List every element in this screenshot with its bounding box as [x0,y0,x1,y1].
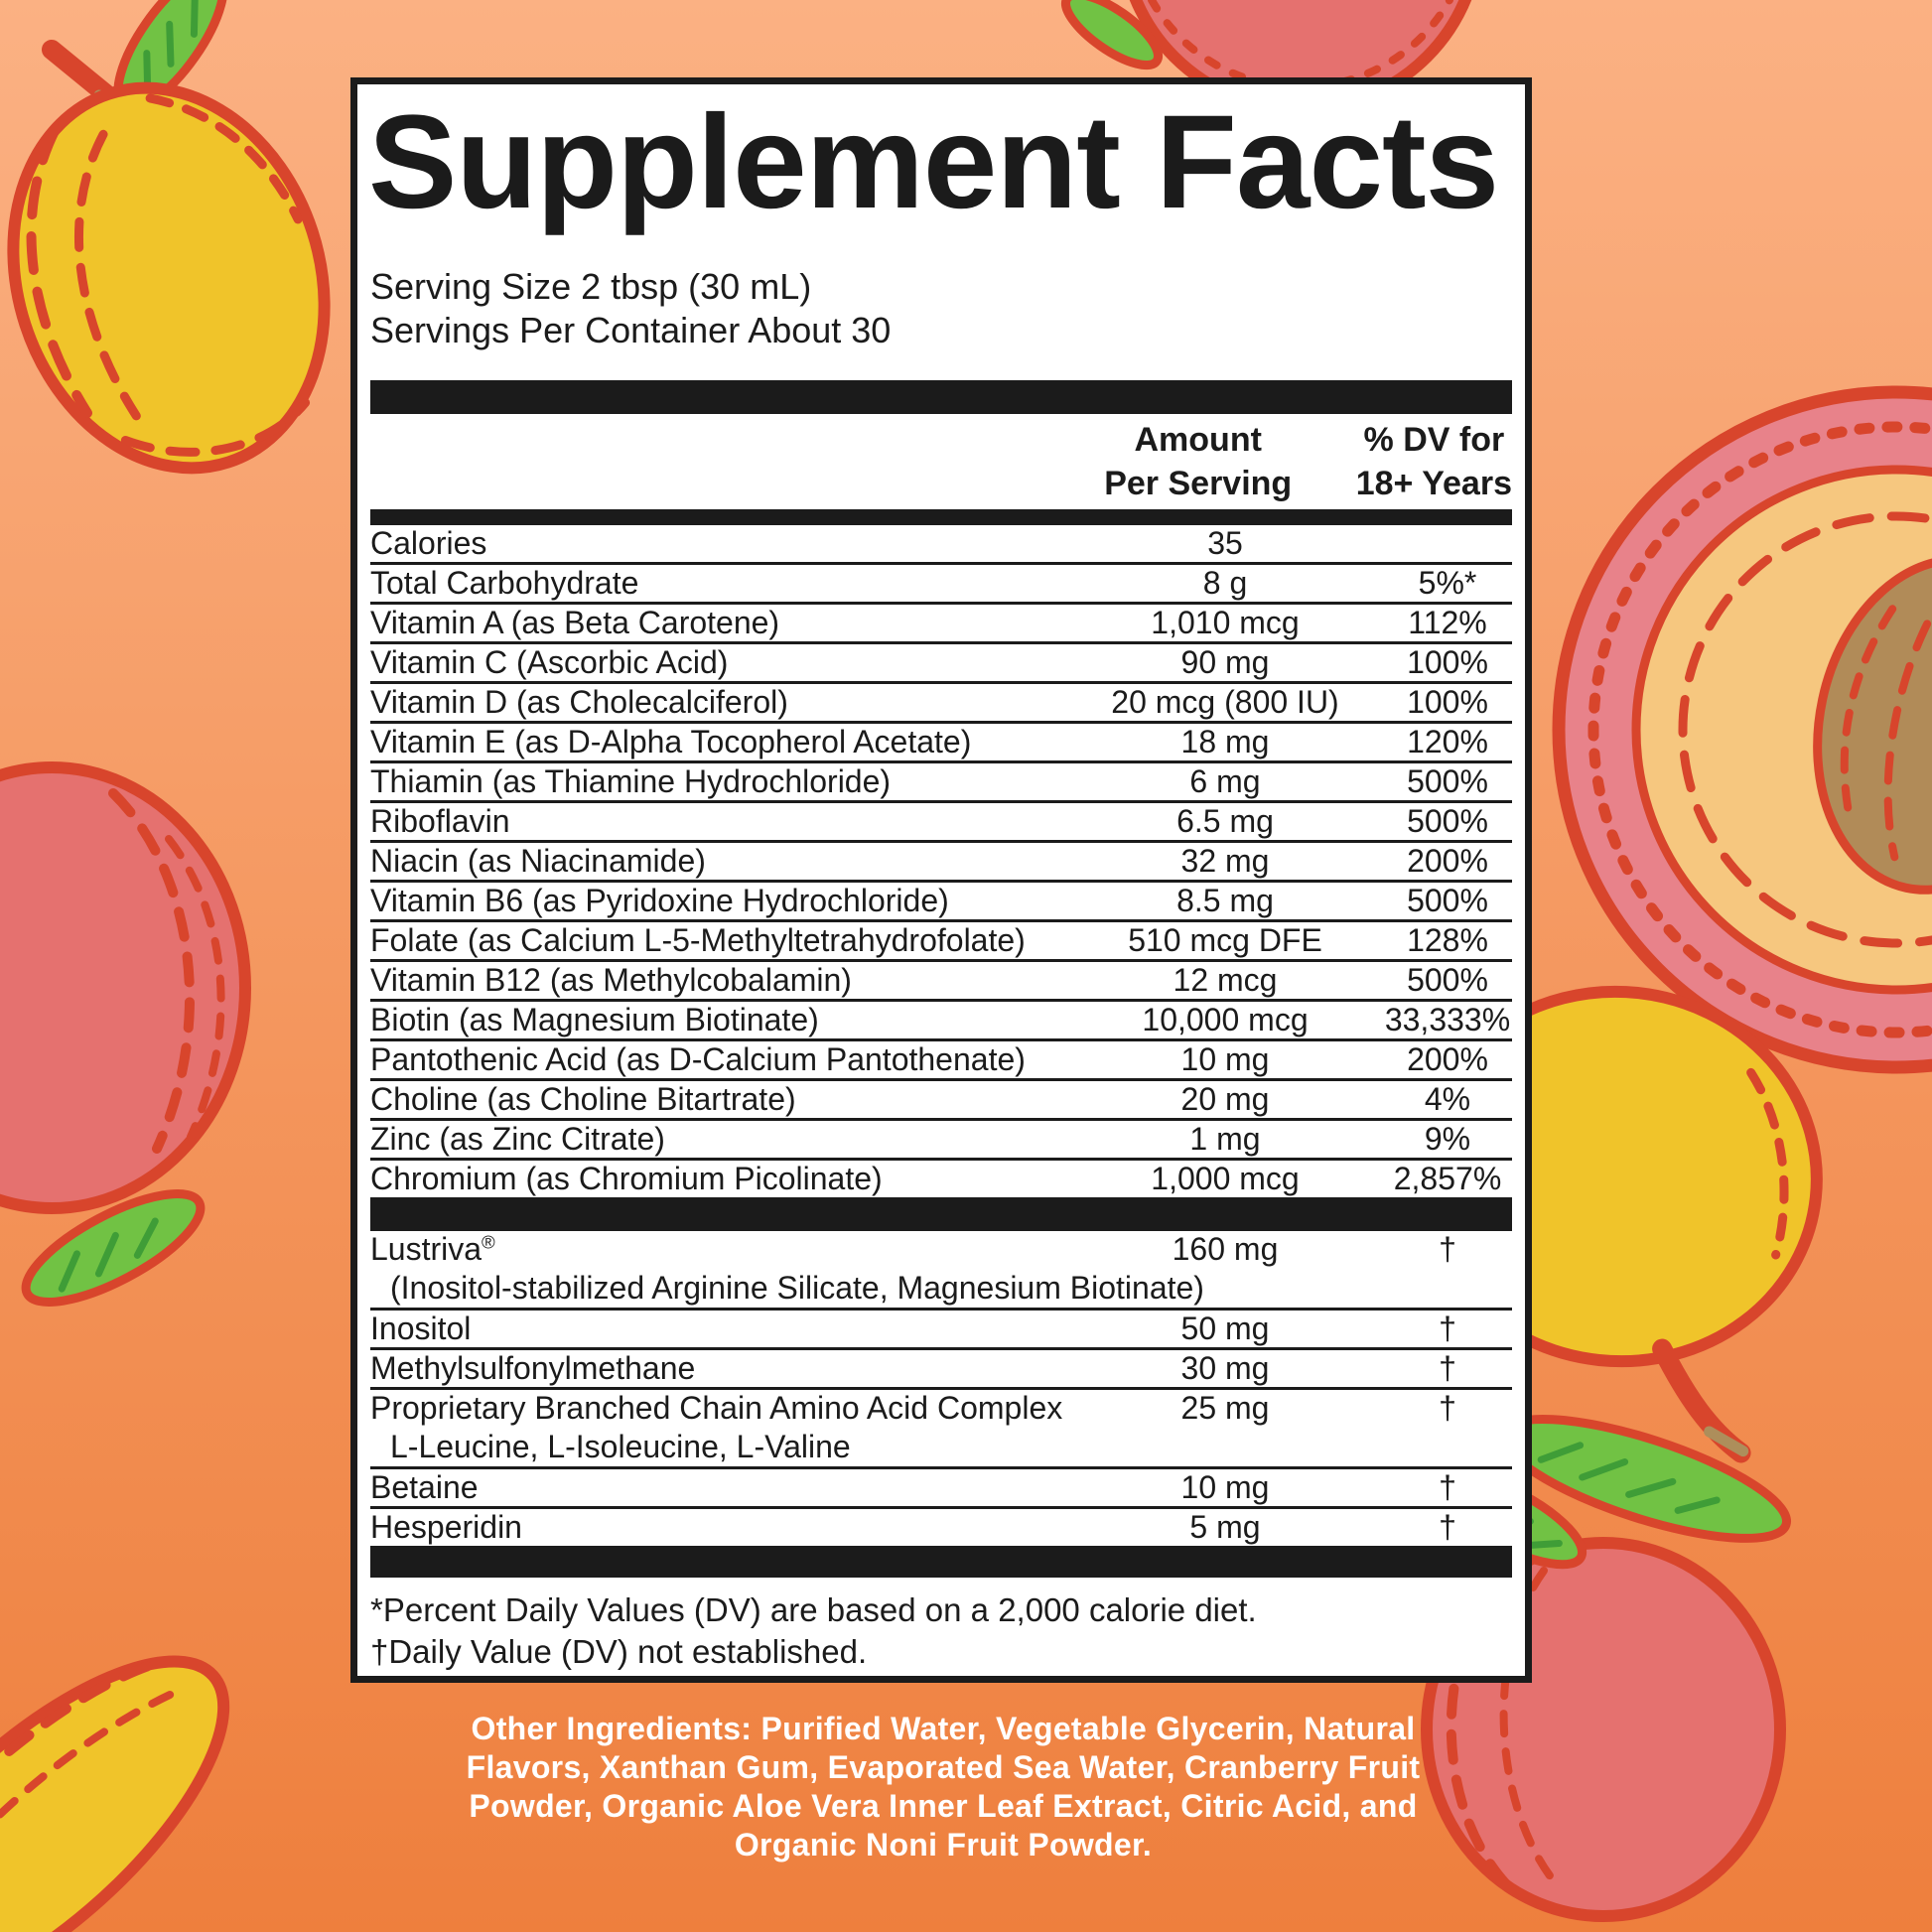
ingredient-amount: 30 mg [1180,1350,1270,1386]
panel-title: Supplement Facts [368,88,1499,236]
ingredient-amount: 10,000 mcg [1142,1002,1309,1037]
ingredient-amount: 1 mg [1189,1121,1261,1157]
table-row [370,525,1512,562]
table-row [370,562,1512,602]
ingredient-name: Vitamin A (as Beta Carotene) [370,605,780,640]
amount-column-header [1040,418,1356,505]
ingredient-amount: 8 g [1202,565,1248,601]
ingredient-dv: 500% [1407,883,1488,918]
ingredient-dv: 4% [1424,1081,1471,1117]
nutrient-table [370,525,1512,1197]
table-row [370,1078,1512,1118]
ingredient-subtext: (Inositol-stabilized Arginine Silicate, Magnesium Biotinate) [390,1269,1204,1306]
ingredient-dv: 200% [1407,843,1488,879]
dv-header-line2: 18+ Years [1355,465,1512,502]
column-headers [370,414,1512,509]
ingredient-dv: 120% [1407,724,1488,759]
ingredient-amount: 50 mg [1180,1311,1270,1346]
header-divider-bar [370,509,1512,525]
ingredient-name: Hesperidin [370,1509,522,1545]
table-row [370,1347,1512,1387]
ingredient-amount: 20 mg [1180,1081,1270,1117]
ingredient-amount: 8.5 mg [1176,883,1274,918]
ingredient-name: Vitamin E (as D-Alpha Tocopherol Acetate) [370,724,972,759]
serving-size: Serving Size 2 tbsp (30 mL) [370,266,812,307]
ingredient-amount: 12 mcg [1173,962,1278,998]
ingredient-name: Total Carbohydrate [370,565,639,601]
mango-top-left-illustration [0,0,372,508]
ingredient-dv: 500% [1407,803,1488,839]
ingredient-dv: 500% [1407,763,1488,799]
table-row [370,1506,1512,1546]
table-row [370,1158,1512,1197]
ingredient-amount: 6.5 mg [1176,803,1274,839]
ingredient-name: Riboflavin [370,803,510,839]
ingredient-amount: 510 mcg DFE [1128,922,1322,958]
table-row [370,999,1512,1038]
servings-per-container: Servings Per Container About 30 [370,310,892,350]
ingredient-dv: † [1439,1350,1456,1386]
ingredient-dv: 2,857% [1393,1161,1502,1196]
peach-left-illustration [0,767,245,1322]
ingredient-amount: 6 mg [1189,763,1261,799]
section-divider-bar [370,380,1512,414]
ingredient-name: Folate (as Calcium L-5-Methyltetrahydrofolate) [370,922,1026,958]
fruit-slice-bottom-left-illustration [0,1607,274,1932]
ingredient-name: Methylsulfonylmethane [370,1350,696,1386]
table-row [370,681,1512,721]
table-row [370,1118,1512,1158]
ingredient-amount: 20 mcg (800 IU) [1111,684,1339,720]
serving-info [370,265,1512,352]
ingredient-dv: † [1439,1509,1456,1545]
ingredient-dv: 100% [1407,684,1488,720]
footnote-line: *Percent Daily Values (DV) are based on a 2,000 calorie diet. [370,1591,1257,1628]
table-row [370,919,1512,959]
table-row [370,760,1512,800]
other-ingredients-paragraph [365,1710,1521,1864]
ingredient-dv: 128% [1407,922,1488,958]
ingredient-dv: † [1439,1390,1456,1426]
dv-column-header [1356,418,1512,505]
ingredient-name: Choline (as Choline Bitartrate) [370,1081,796,1117]
table-row [370,1466,1512,1506]
ingredient-amount: 1,000 mcg [1151,1161,1300,1196]
table-row [370,641,1512,681]
ingredient-name: Lustriva® [370,1231,495,1267]
ingredient-dv: 100% [1407,644,1488,680]
ingredient-amount: 5 mg [1189,1509,1261,1545]
table-row [370,602,1512,641]
ingredient-name: Inositol [370,1311,472,1346]
ingredient-dv: † [1439,1231,1456,1267]
footnotes [370,1589,1512,1673]
supplement-facts-panel [350,77,1532,1683]
table-row [370,1308,1512,1347]
ingredient-name: Vitamin B12 (as Methylcobalamin) [370,962,852,998]
ingredient-name: Pantothenic Acid (as D-Calcium Pantothenate) [370,1041,1026,1077]
table-row [370,1038,1512,1078]
other-ingredients-line: Organic Noni Fruit Powder. [734,1827,1153,1863]
ingredient-name: Proprietary Branched Chain Amino Acid Complex [370,1390,1063,1426]
ingredient-name: Chromium (as Chromium Picolinate) [370,1161,883,1196]
ingredient-dv: † [1439,1311,1456,1346]
table-row [370,1231,1512,1308]
footnote-line: †Daily Value (DV) not established. [370,1633,868,1670]
table-row [370,800,1512,840]
ingredient-name: Zinc (as Zinc Citrate) [370,1121,665,1157]
amount-header-line1: Amount [1134,421,1262,459]
other-ingredients-line: Flavors, Xanthan Gum, Evaporated Sea Water, Cranberry Fruit [466,1749,1421,1785]
ingredient-amount: 25 mg [1180,1390,1270,1426]
ingredient-dv: 5%* [1418,565,1477,601]
section-divider-bar [370,1197,1512,1231]
ingredient-amount: 10 mg [1180,1469,1270,1505]
ingredient-dv: 500% [1407,962,1488,998]
dv-header-line1: % DV for [1363,421,1505,459]
ingredient-amount: 1,010 mcg [1151,605,1300,640]
halved-peach-illustration [1559,392,1932,1067]
table-row [370,1387,1512,1466]
table-row [370,959,1512,999]
other-ingredients-line: Powder, Organic Aloe Vera Inner Leaf Extract, Citric Acid, and [469,1788,1418,1824]
ingredient-amount: 18 mg [1180,724,1270,759]
table-row [370,840,1512,880]
other-ingredients-line: Other Ingredients: Purified Water, Vegetable Glycerin, Natural [471,1711,1416,1746]
ingredient-amount: 90 mg [1180,644,1270,680]
ingredient-name: Calories [370,525,487,561]
ingredient-dv: 200% [1407,1041,1488,1077]
ingredient-subtext: L-Leucine, L-Isoleucine, L-Valine [390,1428,851,1464]
ingredient-name: Niacin (as Niacinamide) [370,843,706,879]
ingredient-name: Betaine [370,1469,479,1505]
ingredient-dv: † [1439,1469,1456,1505]
table-row [370,721,1512,760]
ingredient-amount: 10 mg [1180,1041,1270,1077]
ingredient-amount: 32 mg [1180,843,1270,879]
ingredient-dv: 9% [1424,1121,1471,1157]
table-row [370,880,1512,919]
section-divider-bar [370,1546,1512,1578]
ingredient-amount: 35 [1207,525,1243,561]
proprietary-table [370,1231,1512,1546]
ingredient-name: Vitamin D (as Cholecalciferol) [370,684,788,720]
ingredient-dv: 112% [1408,605,1487,640]
ingredient-name: Thiamin (as Thiamine Hydrochloride) [370,763,892,799]
ingredient-name: Vitamin B6 (as Pyridoxine Hydrochloride) [370,883,949,918]
ingredient-name: Vitamin C (Ascorbic Acid) [370,644,729,680]
amount-header-line2: Per Serving [1104,465,1293,502]
ingredient-dv: 33,333% [1384,1002,1511,1037]
ingredient-amount: 160 mg [1172,1231,1279,1267]
ingredient-name: Biotin (as Magnesium Biotinate) [370,1002,819,1037]
